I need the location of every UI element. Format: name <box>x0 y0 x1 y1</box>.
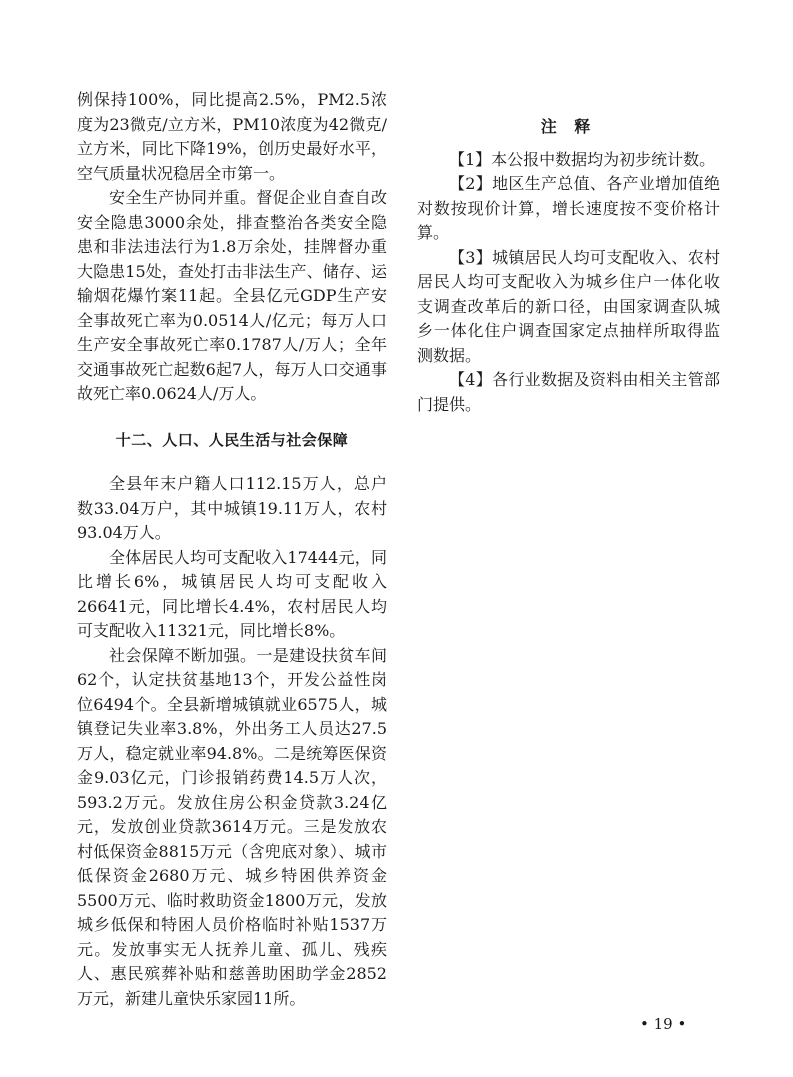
paragraph-income: 全体居民人均可支配收入17444元，同比增长6%，城镇居民人均可支配收入26641元，同比增长4.4%，农村居民人均可支配收入11321元，同比增长8%。 <box>77 547 387 640</box>
notes-title: 注 释 <box>540 117 597 136</box>
paragraph-work-safety: 安全生产协同并重。督促企业自查自改安全隐患3000余处，排查整治各类安全隐患和非法违法行为1.8万余处，挂牌督办重大隐患15处，查处打击非法生产、储存、运输烟花爆竹案11起。全县亿元GDP生产安全事故死亡率为0.0514人/亿元；每万人口生产安全事故死亡率0.1787人/万人；全年交通事故死亡起数6起7人，每万人口交通事故死亡率0.0624人/万人。 <box>77 188 387 403</box>
section-heading-population: 十二、人口、人民生活与社会保障 <box>115 430 349 449</box>
paragraph-population: 全县年末户籍人口112.15万人，总户数33.04万户，其中城镇19.11万人，农村93.04万人。 <box>77 474 387 542</box>
note-item-1: 【1】本公报中数据均为初步统计数。 <box>449 149 716 169</box>
notes-column <box>417 115 720 417</box>
note-item-2: 【2】地区生产总值、各产业增加值绝对数按现价计算，增长速度按不变价格计算。 <box>417 174 720 242</box>
note-item-3: 【3】城镇居民人均可支配收入、农村居民人均可支配收入为城乡住户一体化收支调查改革后的新口径，由国家调查队城乡一体化住户调查国家定点抽样所取得监测数据。 <box>417 247 720 365</box>
note-item-4: 【4】各行业数据及资料由相关主管部门提供。 <box>417 370 720 414</box>
left-column <box>77 88 387 1011</box>
paragraph-social-security: 社会保障不断加强。一是建设扶贫车间62个，认定扶贫基地13个，开发公益性岗位6494个。全县新增城镇就业6575人，城镇登记失业率3.8%，外出务工人员达27.5万人，稳定就业率94.8%。二是统筹医保资金9.03亿元，门诊报销药费14.5万人次，593.2万元。发放住房公积金贷款3.24亿元，发放创业贷款3614万元。三是发放农村低保资金8815万元（含兜底对象）、城市低保资金2680万元、城乡特困供养资金5500万元、临时救助资金1800万元，发放城乡低保和特困人员价格临时补贴1537万元。发放事实无人抚养儿童、孤儿、残疾人、惠民殡葬补贴和慈善助困助学金2852万元，新建儿童快乐家园11所。 <box>77 645 387 1008</box>
page-number: • 19 • <box>640 1015 687 1033</box>
paragraph-air-quality: 例保持100%，同比提高2.5%，PM2.5浓度为23微克/立方米，PM10浓度为42微克/立方米，同比下降19%，创历史最好水平，空气质量状况稳居全市第一。 <box>77 90 387 183</box>
